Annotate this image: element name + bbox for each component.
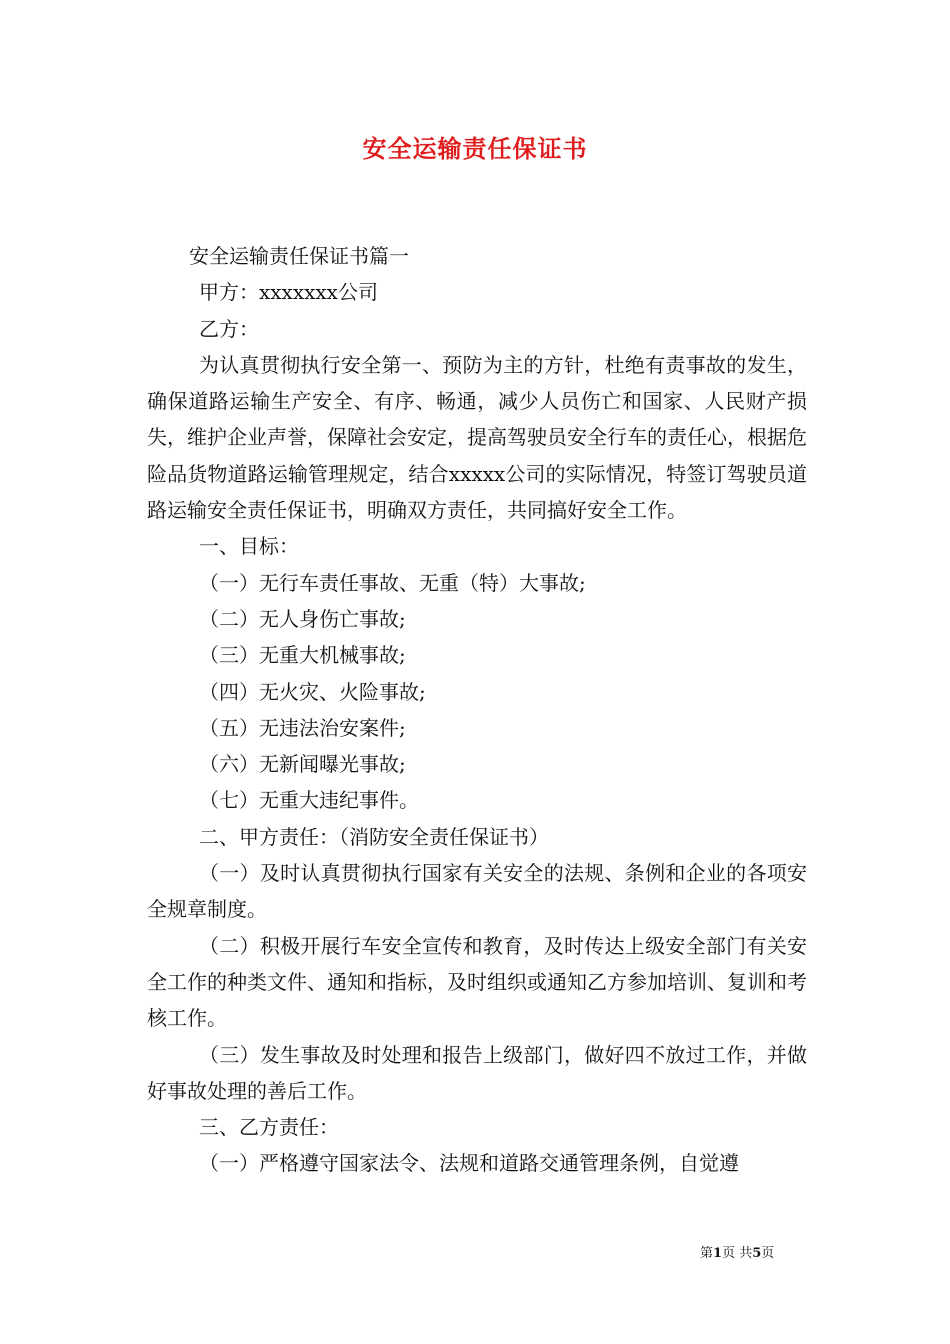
goal-item: （七）无重大违纪事件。 (199, 788, 419, 813)
total-page-number: 5 (752, 1246, 762, 1261)
party-b-duties-heading: 三、乙方责任： (199, 1115, 339, 1140)
goal-item: （五）无违法治安案件; (199, 715, 406, 740)
footer-prefix: 第 (700, 1246, 714, 1261)
party-a-duties-heading: 二、甲方责任：（消防安全责任保证书） (199, 824, 549, 849)
party-a-line: 甲方：xxxxxxx公司 (199, 280, 378, 305)
goal-item: （六）无新闻曝光事故; (199, 752, 406, 777)
current-page-number: 1 (713, 1246, 723, 1261)
duty-item: （一）及时认真贯彻执行国家有关安全的法规、条例和企业的各项安全规章制度。 (147, 861, 807, 922)
goal-item: （二）无人身伤亡事故; (199, 606, 406, 631)
page-footer (700, 1245, 860, 1263)
document-body (147, 238, 807, 1182)
intro-paragraph: 为认真贯彻执行安全第一、预防为主的方针，杜绝有责事故的发生，确保道路运输生产安全、有序、畅通，减少人员伤亡和国家、人民财产损失，维护企业声誉，保障社会安定，提高驾驶员安全行车的责任心，根据危险品货物道路运输管理规定，结合xxxxx公司的实际情况，特签订驾驶员道路运输安全责任保证书，明确双方责任，共同搞好安全工作。 (147, 352, 807, 523)
section-heading: 安全运输责任保证书篇一 (189, 244, 409, 268)
party-b-line: 乙方： (199, 316, 259, 341)
duty-item: （二）积极开展行车安全宣传和教育，及时传达上级安全部门有关安全工作的种类文件、通知和指标，及时组织或通知乙方参加培训、复训和考核工作。 (147, 933, 807, 1031)
duty-item: （一）严格遵守国家法令、法规和道路交通管理条例，自觉遵 (199, 1151, 739, 1176)
duty-item: （三）发生事故及时处理和报告上级部门，做好四不放过工作，并做好事故处理的善后工作。 (147, 1042, 807, 1103)
goal-item: （一）无行车责任事故、无重（特）大事故; (199, 570, 586, 595)
goal-item: （三）无重大机械事故; (199, 643, 406, 668)
footer-suffix: 页 (761, 1246, 775, 1261)
footer-middle: 页 共 (722, 1246, 753, 1261)
page-title: 安全运输责任保证书 (362, 134, 588, 163)
goal-item: （四）无火灾、火险事故; (199, 679, 426, 704)
goals-heading: 一、目标： (199, 534, 299, 559)
